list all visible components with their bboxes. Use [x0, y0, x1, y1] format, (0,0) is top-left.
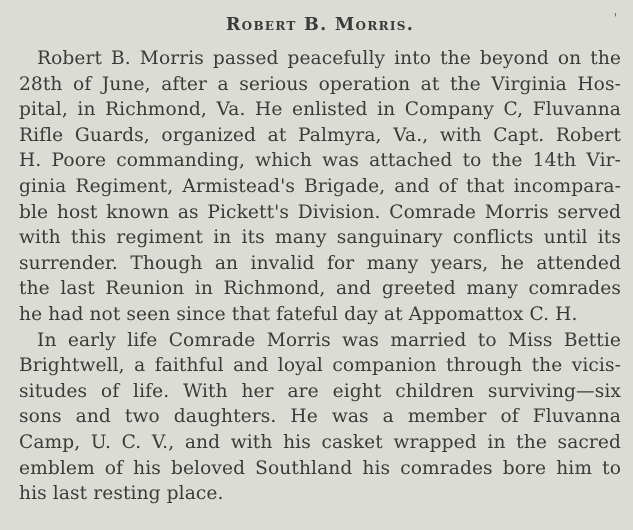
paragraph-line: ginia Regiment, Armistead's Brigade, and of that incompara-	[19, 175, 621, 197]
corner-mark: '	[613, 11, 617, 25]
obituary-title: Robert B. Morris.	[225, 15, 415, 35]
paragraph-2	[19, 328, 621, 507]
paragraph-line: his last resting place.	[19, 483, 224, 505]
paragraph-line: Brightwell, a faithful and loyal companion through the vicis-	[19, 355, 621, 377]
paragraph-line: sons and two daughters. He was a member of Fluvanna	[19, 406, 621, 428]
paragraph-line: Rifle Guards, organized at Palmyra, Va., with Capt. Robert	[19, 124, 621, 146]
paragraph-1	[19, 46, 621, 328]
paragraph-line: he had not seen since that fateful day at Appomattox C. H.	[19, 303, 578, 325]
paragraph-line: surrender. Though an invalid for many years, he attended	[19, 252, 621, 274]
paragraph-line: situdes of life. With her are eight children surviving—six	[19, 380, 621, 402]
paragraph-line: In early life Comrade Morris was married to Miss Bettie	[37, 329, 621, 351]
paragraph-line: H. Poore commanding, which was attached to the 14th Vir-	[19, 150, 621, 172]
paragraph-line: Robert B. Morris passed peacefully into the beyond on the	[37, 48, 621, 69]
paragraph-line: with this regiment in its many sanguinary conflicts until its	[19, 227, 621, 249]
paragraph-line: emblem of his beloved Southland his comrades bore him to	[19, 457, 621, 479]
paragraph-line: pital, in Richmond, Va. He enlisted in Company C, Fluvanna	[19, 99, 621, 121]
paragraph-line: Camp, U. C. V., and with his casket wrapped in the sacred	[19, 431, 621, 453]
paragraph-line: the last Reunion in Richmond, and greeted many comrades	[19, 278, 621, 300]
paragraph-line: 28th of June, after a serious operation at the Virginia Hos-	[19, 73, 621, 95]
paragraph-line: ble host known as Pickett's Division. Comrade Morris served	[19, 201, 621, 223]
